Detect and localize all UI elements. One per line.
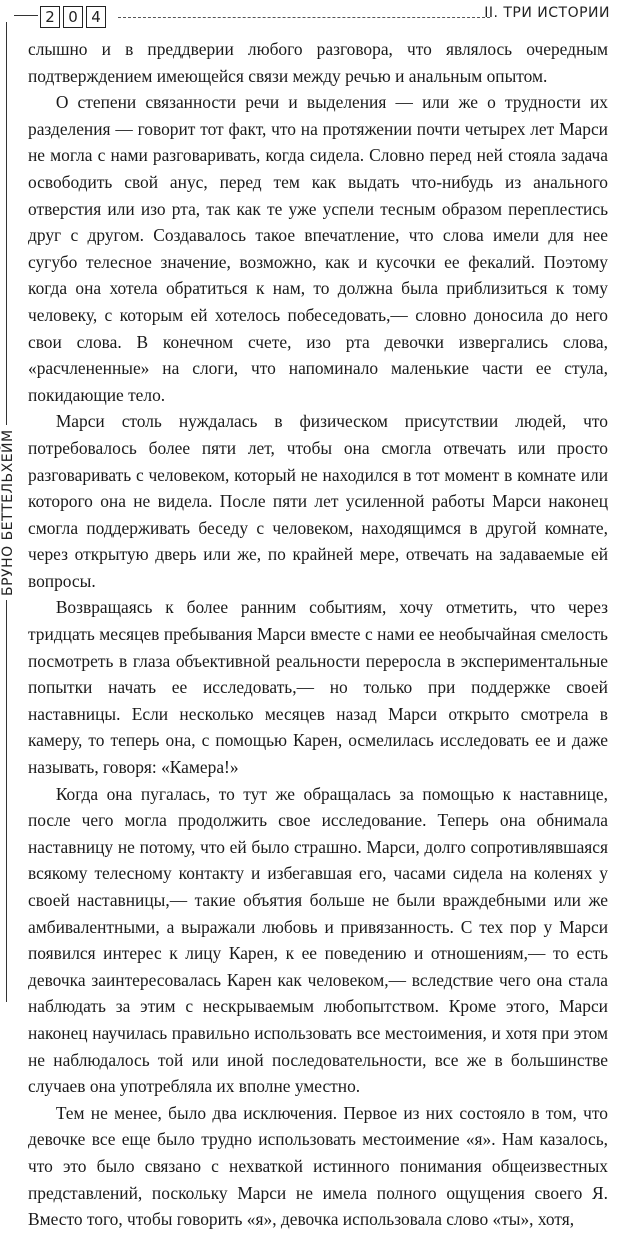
header-rule: [118, 17, 490, 18]
paragraph: О степени связанности речи и выделения — или же о трудности их разделения — говорит тот факт, что на протяжении почти четырех лет Марси не могла с нами разговаривать, когда сидела. Словно перед ней стояла задача освободить свой анус, перед тем как выдать что-нибудь из анального отверстия или изо рта, так как те уже успели тесным образом переплестись друг с другом. Создавалось такое впечатление, что слова имели для нее сугубо телесное значение, возможно, как и кусочки ее фекалий. Поэтому когда она хотела обратиться к нам, то должна была приблизиться к тому человеку, с которым ей хотелось побеседовать,— словно доносила до него свои слова. В конечном счете, изо рта девочки извергались слова, «расчлененные» на слоги, что напоминало маленькие части ее стула, покидающие тело.: [28, 92, 608, 405]
page-number-digit: 4: [86, 6, 106, 28]
paragraph: Марси столь нуждалась в физическом присутствии людей, что потребовалось более пяти лет, чтобы она смогла отвечать или просто разговаривать с человеком, который не находился в тот момент в комнате или которого она не видела. После пяти лет усиленной работы Марси наконец смогла поддерживать беседу с человеком, находящимся в другой комнате, через открытую дверь или же, по крайней мере, отвечать на задаваемые ей вопросы.: [28, 411, 608, 591]
page-number-digit: 0: [63, 6, 83, 28]
paragraph: Тем не менее, было два исключения. Первое из них состояло в том, что девочке все еще было трудно использовать местоимение «я». Нам казалось, что это было связано с нехваткой истинного понимания общеизвестных представлений, поскольку Марси не имела полного ощущения своего Я. Вместо того, чтобы говорить «я», девочка использовала слово «ты», хотя,: [28, 1102, 608, 1230]
page-number: [40, 6, 109, 28]
page-header: [0, 0, 620, 32]
paragraph: слышно и в преддверии любого разговора, что являлось очередным подтверждением имеющейся связи между речью и анальным опытом.: [28, 39, 608, 86]
text-body: [28, 36, 608, 1233]
running-head: II. ТРИ ИСТОРИИ: [484, 5, 610, 21]
paragraph: Возвращаясь к более ранним событиям, хочу отметить, что через тридцать месяцев пребывания Марси вместе с нами ее необычайная смелость посмотреть в глаза объективной реальности переросла в экспериментальные попытки начать ее исследовать,— но только при поддержке своей наставницы. Если несколько месяцев назад Марси открыто смотрела в камеру, то теперь она, с помощью Карен, осмелилась исследовать ее и даже называть, говоря: «Камера!»: [28, 597, 608, 778]
header-arrow-decoration: [14, 15, 38, 16]
paragraph: Когда она пугалась, то тут же обращалась за помощью к наставнице, после чего могла продолжить свое исследование. Теперь она обнимала наставницу не потому, что ей было страшно. Марси, долго сопротивлявшаяся всякому телесному контакту и избегавшая его, часами сидела на коленях у своей наставницы,— такие объятия больше не были враждебными или же амбивалентными, а выражали любовь и привязанность. С тех пор у Марси появился интерес к лицу Карен, к ее поведению и отношениям,— то есть девочка заинтересовалась Карен как человеком,— вследствие чего она стала наблюдать за этим с нескрываемым любопытством. Кроме этого, Марси наконец научилась правильно использовать все местоимения, и хотя при этом не наблюдалось той или иной последовательности, все же в большинстве случаев она употребляла их вполне уместно.: [28, 783, 608, 1097]
side-author-name: БРУНО БЕТТЕЛЬХЕЙМ: [0, 425, 16, 600]
page-number-digit: 2: [40, 6, 60, 28]
